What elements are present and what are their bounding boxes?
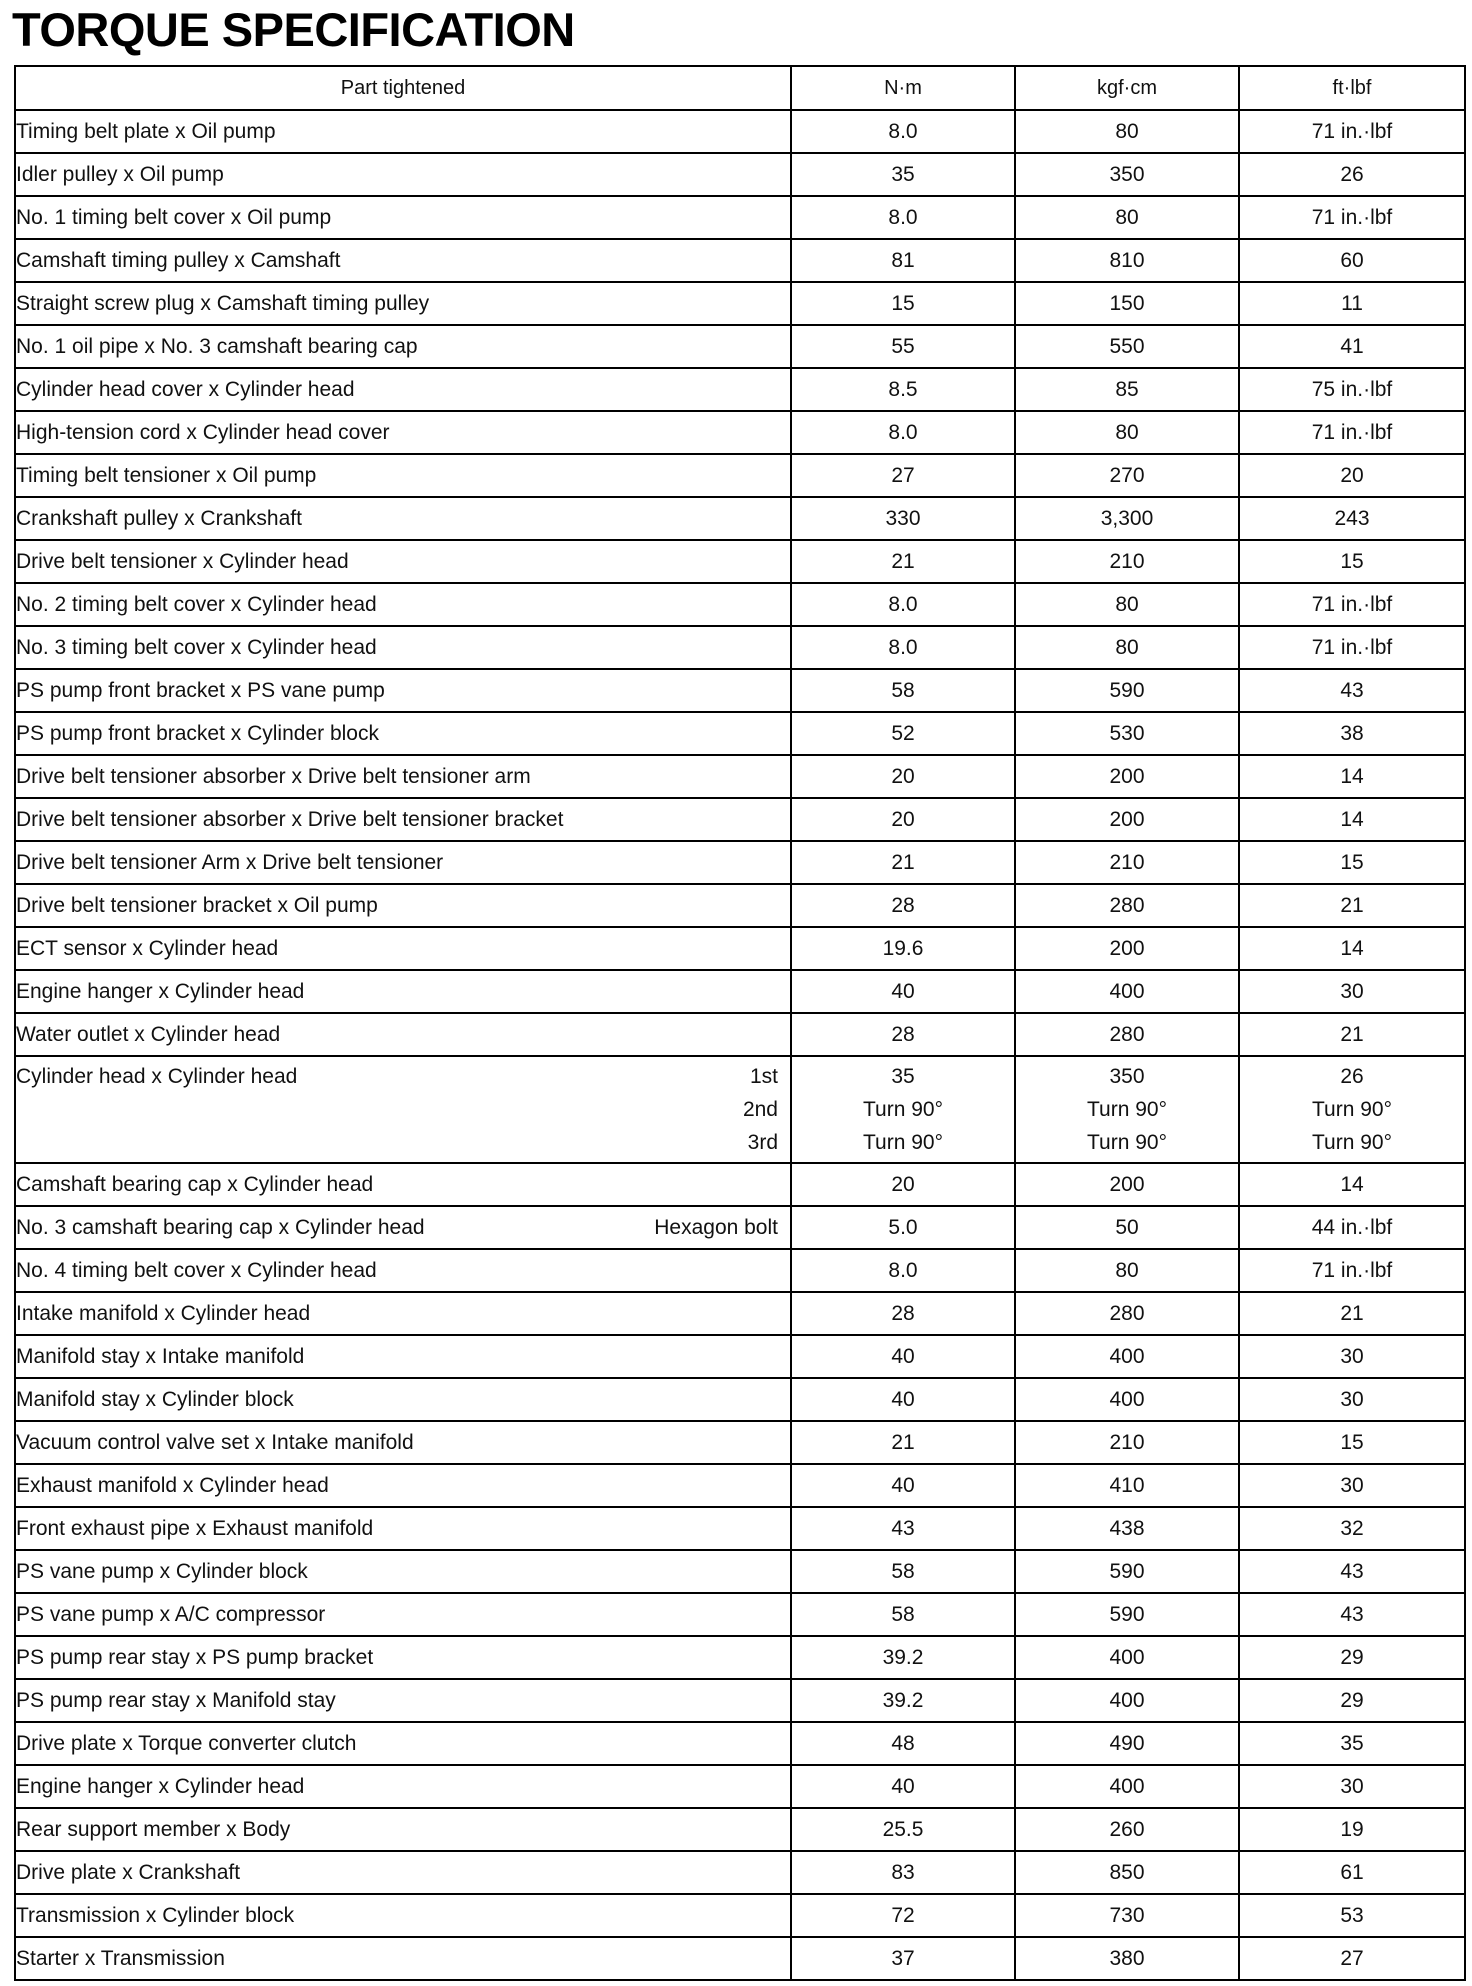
part-cell (15, 970, 791, 1013)
part-name: Engine hanger x Cylinder head (16, 980, 305, 1003)
step-label: 1st (749, 1065, 778, 1088)
nm-cell: 81 (791, 239, 1015, 282)
ft-lbf-cell: 60 (1239, 239, 1465, 282)
kgf-cm-cell: 590 (1015, 669, 1239, 712)
kgf-cm-cell: 400 (1015, 970, 1239, 1013)
nm-cell: 15 (791, 282, 1015, 325)
part-cell (15, 1593, 791, 1636)
kgf-cm-cell: 350 (1015, 153, 1239, 196)
table-row (15, 841, 1465, 884)
kgf-cm-cell: 150 (1015, 282, 1239, 325)
kgf-cm-cell (1015, 1056, 1239, 1163)
nm-cell: 25.5 (791, 1808, 1015, 1851)
table-row (15, 970, 1465, 1013)
table-row (15, 1378, 1465, 1421)
table-row (15, 1636, 1465, 1679)
step-value: 350 (1109, 1065, 1145, 1088)
part-name: No. 3 timing belt cover x Cylinder head (16, 636, 377, 659)
kgf-cm-cell: 280 (1015, 1292, 1239, 1335)
kgf-cm-cell: 260 (1015, 1808, 1239, 1851)
table-row (15, 1765, 1465, 1808)
table-row (15, 1808, 1465, 1851)
table-row (15, 540, 1465, 583)
ft-lbf-cell: 14 (1239, 927, 1465, 970)
table-row (15, 1937, 1465, 1980)
nm-cell: 40 (791, 1464, 1015, 1507)
kgf-cm-cell: 400 (1015, 1636, 1239, 1679)
nm-cell: 20 (791, 798, 1015, 841)
nm-cell: 40 (791, 970, 1015, 1013)
column-header-kgf-cm: kgf·cm (1015, 66, 1239, 110)
kgf-cm-cell: 530 (1015, 712, 1239, 755)
ft-lbf-cell: 21 (1239, 884, 1465, 927)
part-cell (15, 239, 791, 282)
kgf-cm-cell: 210 (1015, 540, 1239, 583)
ft-lbf-cell: 11 (1239, 282, 1465, 325)
part-cell (15, 1550, 791, 1593)
nm-cell: 52 (791, 712, 1015, 755)
kgf-cm-cell: 410 (1015, 1464, 1239, 1507)
ft-lbf-cell: 29 (1239, 1636, 1465, 1679)
kgf-cm-cell: 50 (1015, 1206, 1239, 1249)
part-name: ECT sensor x Cylinder head (16, 937, 279, 960)
kgf-cm-cell: 80 (1015, 626, 1239, 669)
part-cell (15, 583, 791, 626)
step-value: Turn 90° (1312, 1131, 1392, 1154)
part-name: No. 4 timing belt cover x Cylinder head (16, 1259, 377, 1282)
nm-cell: 28 (791, 884, 1015, 927)
part-cell (15, 282, 791, 325)
ft-lbf-cell: 30 (1239, 1765, 1465, 1808)
part-cell (15, 927, 791, 970)
ft-lbf-cell: 32 (1239, 1507, 1465, 1550)
table-row (15, 196, 1465, 239)
part-name: Engine hanger x Cylinder head (16, 1775, 305, 1798)
part-cell (15, 110, 791, 153)
nm-cell: 5.0 (791, 1206, 1015, 1249)
ft-lbf-cell: 43 (1239, 1550, 1465, 1593)
step-value: Turn 90° (1312, 1098, 1392, 1121)
part-cell (15, 1421, 791, 1464)
part-cell (15, 1937, 791, 1980)
part-name: Idler pulley x Oil pump (16, 163, 224, 186)
kgf-cm-cell: 280 (1015, 884, 1239, 927)
part-name: Drive belt tensioner bracket x Oil pump (16, 894, 378, 917)
table-row (15, 583, 1465, 626)
table-row (15, 626, 1465, 669)
part-cell (15, 368, 791, 411)
part-name: No. 3 camshaft bearing cap x Cylinder head (16, 1216, 425, 1239)
kgf-cm-cell: 400 (1015, 1335, 1239, 1378)
kgf-cm-cell: 200 (1015, 1163, 1239, 1206)
nm-cell: 58 (791, 669, 1015, 712)
nm-cell: 40 (791, 1335, 1015, 1378)
nm-cell: 39.2 (791, 1679, 1015, 1722)
part-name: Water outlet x Cylinder head (16, 1023, 281, 1046)
step-value: Turn 90° (863, 1098, 943, 1121)
part-name: Manifold stay x Intake manifold (16, 1345, 305, 1368)
part-name: PS pump rear stay x Manifold stay (16, 1689, 336, 1712)
ft-lbf-cell: 43 (1239, 669, 1465, 712)
column-header-ft-lbf: ft·lbf (1239, 66, 1465, 110)
part-cell (15, 1722, 791, 1765)
table-row (15, 669, 1465, 712)
ft-lbf-cell: 43 (1239, 1593, 1465, 1636)
part-cell (15, 669, 791, 712)
nm-cell: 21 (791, 841, 1015, 884)
nm-cell: 21 (791, 1421, 1015, 1464)
table-row (15, 411, 1465, 454)
part-cell (15, 1765, 791, 1808)
kgf-cm-cell: 85 (1015, 368, 1239, 411)
part-name: PS pump front bracket x PS vane pump (16, 679, 385, 702)
table-row (15, 1421, 1465, 1464)
nm-cell: 55 (791, 325, 1015, 368)
table-row (15, 282, 1465, 325)
ft-lbf-cell: 41 (1239, 325, 1465, 368)
table-row (15, 153, 1465, 196)
nm-cell: 58 (791, 1550, 1015, 1593)
step-value: Turn 90° (863, 1131, 943, 1154)
ft-lbf-cell: 30 (1239, 1335, 1465, 1378)
ft-lbf-cell: 19 (1239, 1808, 1465, 1851)
table-row (15, 1056, 1465, 1163)
part-name: Drive plate x Torque converter clutch (16, 1732, 357, 1755)
nm-cell: 8.0 (791, 110, 1015, 153)
step-value: Turn 90° (1087, 1098, 1167, 1121)
nm-cell: 72 (791, 1894, 1015, 1937)
part-cell (15, 153, 791, 196)
column-header-nm: N·m (791, 66, 1015, 110)
part-name: Drive plate x Crankshaft (16, 1861, 241, 1884)
kgf-cm-cell: 80 (1015, 1249, 1239, 1292)
table-row (15, 110, 1465, 153)
kgf-cm-cell: 550 (1015, 325, 1239, 368)
nm-cell: 43 (791, 1507, 1015, 1550)
ft-lbf-cell: 35 (1239, 1722, 1465, 1765)
ft-lbf-cell: 15 (1239, 540, 1465, 583)
part-cell (15, 798, 791, 841)
table-row (15, 1851, 1465, 1894)
part-cell (15, 1851, 791, 1894)
part-name: PS pump front bracket x Cylinder block (16, 722, 379, 745)
nm-cell: 330 (791, 497, 1015, 540)
ft-lbf-cell: 30 (1239, 1378, 1465, 1421)
table-row (15, 1593, 1465, 1636)
table-row (15, 368, 1465, 411)
part-cell (15, 1249, 791, 1292)
part-name: Straight screw plug x Camshaft timing pulley (16, 292, 430, 315)
kgf-cm-cell: 400 (1015, 1765, 1239, 1808)
step-value: 26 (1340, 1065, 1364, 1088)
part-cell (15, 712, 791, 755)
ft-lbf-cell: 71 in.·lbf (1239, 110, 1465, 153)
ft-lbf-cell: 71 in.·lbf (1239, 196, 1465, 239)
part-name: Drive belt tensioner absorber x Drive belt tensioner bracket (16, 808, 564, 831)
table-row (15, 884, 1465, 927)
ft-lbf-cell: 20 (1239, 454, 1465, 497)
part-cell (15, 540, 791, 583)
kgf-cm-cell: 380 (1015, 1937, 1239, 1980)
kgf-cm-cell: 80 (1015, 196, 1239, 239)
kgf-cm-cell: 80 (1015, 411, 1239, 454)
part-cell (15, 1056, 791, 1163)
part-name: No. 1 oil pipe x No. 3 camshaft bearing cap (16, 335, 418, 358)
part-name: PS pump rear stay x PS pump bracket (16, 1646, 374, 1669)
part-name: Exhaust manifold x Cylinder head (16, 1474, 329, 1497)
part-cell (15, 1636, 791, 1679)
kgf-cm-cell: 730 (1015, 1894, 1239, 1937)
nm-cell (791, 1056, 1015, 1163)
nm-cell: 8.0 (791, 1249, 1015, 1292)
table-body (15, 110, 1465, 1980)
part-name: Crankshaft pulley x Crankshaft (16, 507, 302, 530)
kgf-cm-cell: 400 (1015, 1378, 1239, 1421)
page-title: TORQUE SPECIFICATION (12, 3, 575, 56)
ft-lbf-cell: 75 in.·lbf (1239, 368, 1465, 411)
part-cell (15, 325, 791, 368)
part-name: Vacuum control valve set x Intake manifold (16, 1431, 414, 1454)
table-row (15, 454, 1465, 497)
table-row (15, 1894, 1465, 1937)
ft-lbf-cell: 71 in.·lbf (1239, 583, 1465, 626)
table-row (15, 1679, 1465, 1722)
ft-lbf-cell: 14 (1239, 798, 1465, 841)
ft-lbf-cell: 44 in.·lbf (1239, 1206, 1465, 1249)
table-row (15, 325, 1465, 368)
part-cell (15, 1378, 791, 1421)
kgf-cm-cell: 280 (1015, 1013, 1239, 1056)
part-name: Intake manifold x Cylinder head (16, 1302, 311, 1325)
part-name: PS vane pump x A/C compressor (16, 1603, 326, 1626)
part-cell (15, 1013, 791, 1056)
part-name: PS vane pump x Cylinder block (16, 1560, 308, 1583)
part-name: No. 2 timing belt cover x Cylinder head (16, 593, 377, 616)
ft-lbf-cell: 71 in.·lbf (1239, 626, 1465, 669)
part-name: Camshaft timing pulley x Camshaft (16, 249, 341, 272)
table-row (15, 239, 1465, 282)
kgf-cm-cell: 200 (1015, 927, 1239, 970)
kgf-cm-cell: 810 (1015, 239, 1239, 282)
kgf-cm-cell: 200 (1015, 755, 1239, 798)
ft-lbf-cell: 15 (1239, 1421, 1465, 1464)
step-labels (743, 1057, 778, 1159)
part-name: No. 1 timing belt cover x Oil pump (16, 206, 332, 229)
part-cell (15, 1507, 791, 1550)
part-name: Cylinder head x Cylinder head (16, 1065, 298, 1088)
kgf-cm-cell: 3,300 (1015, 497, 1239, 540)
part-name: Drive belt tensioner absorber x Drive belt tensioner arm (16, 765, 531, 788)
table-row (15, 497, 1465, 540)
nm-cell: 58 (791, 1593, 1015, 1636)
kgf-cm-cell: 590 (1015, 1593, 1239, 1636)
table-row (15, 798, 1465, 841)
kgf-cm-cell: 200 (1015, 798, 1239, 841)
torque-spec-table (14, 65, 1466, 1981)
nm-cell: 35 (791, 153, 1015, 196)
nm-cell: 37 (791, 1937, 1015, 1980)
nm-cell: 8.0 (791, 196, 1015, 239)
table-row (15, 1163, 1465, 1206)
part-name: Front exhaust pipe x Exhaust manifold (16, 1517, 374, 1540)
part-name: Rear support member x Body (16, 1818, 291, 1841)
part-name: Drive belt tensioner x Cylinder head (16, 550, 349, 573)
nm-cell: 20 (791, 755, 1015, 798)
ft-lbf-cell: 30 (1239, 1464, 1465, 1507)
ft-lbf-cell: 71 in.·lbf (1239, 411, 1465, 454)
part-cell (15, 1464, 791, 1507)
ft-lbf-cell: 53 (1239, 1894, 1465, 1937)
ft-lbf-cell: 30 (1239, 970, 1465, 1013)
step-label: 3rd (747, 1131, 778, 1154)
part-cell (15, 841, 791, 884)
part-cell (15, 1292, 791, 1335)
ft-lbf-cell (1239, 1056, 1465, 1163)
part-name: Transmission x Cylinder block (16, 1904, 295, 1927)
part-cell (15, 1679, 791, 1722)
part-name: Drive belt tensioner Arm x Drive belt tensioner (16, 851, 444, 874)
ft-lbf-cell: 14 (1239, 1163, 1465, 1206)
part-name: Starter x Transmission (16, 1947, 225, 1970)
ft-lbf-cell: 29 (1239, 1679, 1465, 1722)
part-cell (15, 1206, 791, 1249)
part-name: Camshaft bearing cap x Cylinder head (16, 1173, 374, 1196)
ft-lbf-cell: 14 (1239, 755, 1465, 798)
kgf-cm-cell: 80 (1015, 583, 1239, 626)
ft-lbf-cell: 61 (1239, 1851, 1465, 1894)
nm-cell: 28 (791, 1013, 1015, 1056)
part-cell (15, 497, 791, 540)
nm-cell: 8.0 (791, 626, 1015, 669)
kgf-cm-cell: 438 (1015, 1507, 1239, 1550)
ft-lbf-cell: 21 (1239, 1013, 1465, 1056)
ft-lbf-cell: 38 (1239, 712, 1465, 755)
nm-cell: 28 (791, 1292, 1015, 1335)
ft-lbf-cell: 26 (1239, 153, 1465, 196)
part-cell (15, 1335, 791, 1378)
part-cell (15, 196, 791, 239)
nm-cell: 8.5 (791, 368, 1015, 411)
part-name: Cylinder head cover x Cylinder head (16, 378, 355, 401)
nm-cell: 21 (791, 540, 1015, 583)
step-label: 2nd (742, 1098, 778, 1121)
table-row (15, 1464, 1465, 1507)
kgf-cm-cell: 590 (1015, 1550, 1239, 1593)
column-header-part: Part tightened (15, 66, 791, 110)
table-row (15, 1249, 1465, 1292)
part-cell (15, 411, 791, 454)
table-row (15, 1292, 1465, 1335)
nm-cell: 40 (791, 1765, 1015, 1808)
ft-lbf-cell: 27 (1239, 1937, 1465, 1980)
kgf-cm-cell: 400 (1015, 1679, 1239, 1722)
ft-lbf-cell: 15 (1239, 841, 1465, 884)
kgf-cm-cell: 210 (1015, 1421, 1239, 1464)
ft-lbf-cell: 243 (1239, 497, 1465, 540)
part-name: Timing belt tensioner x Oil pump (16, 464, 317, 487)
kgf-cm-cell: 80 (1015, 110, 1239, 153)
part-cell (15, 626, 791, 669)
part-cell (15, 1163, 791, 1206)
part-cell (15, 884, 791, 927)
nm-cell: 83 (791, 1851, 1015, 1894)
table-header-row (15, 66, 1465, 110)
table-row (15, 1013, 1465, 1056)
table-row (15, 755, 1465, 798)
nm-cell: 8.0 (791, 411, 1015, 454)
ft-lbf-cell: 21 (1239, 1292, 1465, 1335)
part-cell (15, 454, 791, 497)
nm-cell: 39.2 (791, 1636, 1015, 1679)
table-row (15, 1206, 1465, 1249)
part-name: Manifold stay x Cylinder block (16, 1388, 294, 1411)
table-row (15, 927, 1465, 970)
kgf-cm-cell: 270 (1015, 454, 1239, 497)
table-row (15, 1550, 1465, 1593)
part-cell (15, 755, 791, 798)
nm-cell: 27 (791, 454, 1015, 497)
part-cell (15, 1808, 791, 1851)
table-row (15, 1722, 1465, 1765)
table-row (15, 1507, 1465, 1550)
part-cell (15, 1894, 791, 1937)
kgf-cm-cell: 210 (1015, 841, 1239, 884)
step-value: 35 (891, 1065, 915, 1088)
nm-cell: 19.6 (791, 927, 1015, 970)
nm-cell: 48 (791, 1722, 1015, 1765)
ft-lbf-cell: 71 in.·lbf (1239, 1249, 1465, 1292)
nm-cell: 8.0 (791, 583, 1015, 626)
part-name: High-tension cord x Cylinder head cover (16, 421, 390, 444)
table-row (15, 712, 1465, 755)
part-note: Hexagon bolt (654, 1216, 778, 1239)
nm-cell: 40 (791, 1378, 1015, 1421)
table-row (15, 1335, 1465, 1378)
nm-cell: 20 (791, 1163, 1015, 1206)
kgf-cm-cell: 490 (1015, 1722, 1239, 1765)
kgf-cm-cell: 850 (1015, 1851, 1239, 1894)
part-name: Timing belt plate x Oil pump (16, 120, 276, 143)
step-value: Turn 90° (1087, 1131, 1167, 1154)
